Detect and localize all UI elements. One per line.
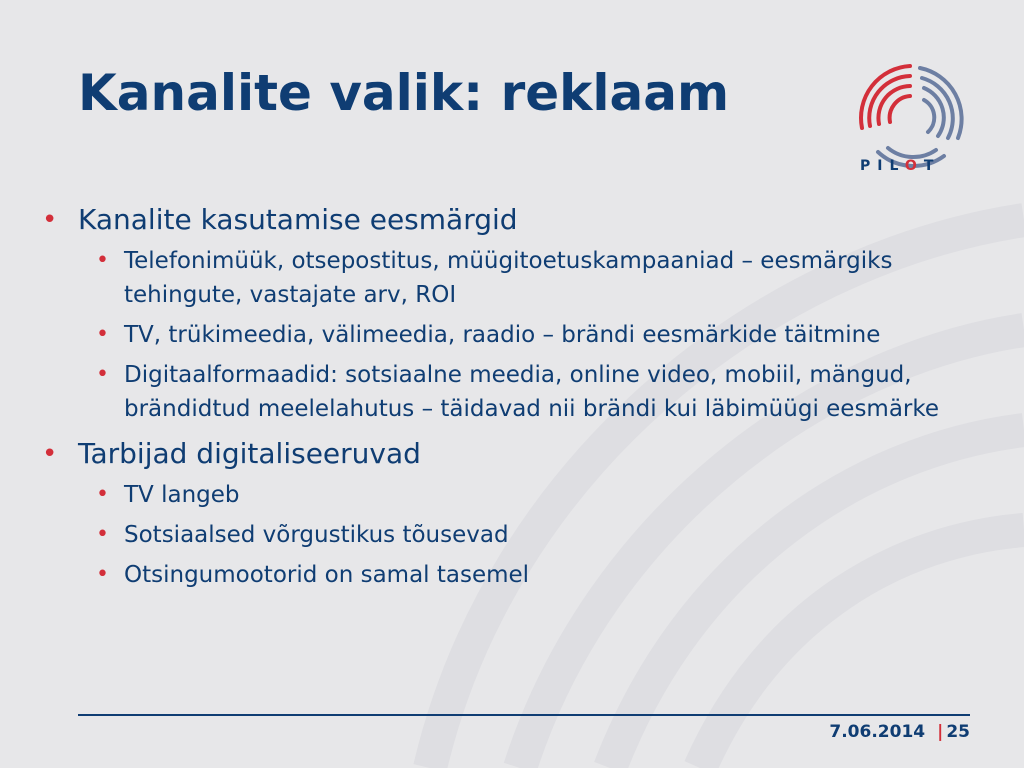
sub-bullet-list bbox=[42, 478, 982, 592]
sub-bullet-list bbox=[42, 244, 982, 426]
slide-title: Kanalite valik: reklaam bbox=[78, 64, 730, 122]
bullet-dot-icon: • bbox=[96, 562, 109, 587]
bullet-dot-icon: • bbox=[96, 522, 109, 547]
page-number: 25 bbox=[946, 722, 970, 742]
bullet-dot-icon: • bbox=[42, 205, 58, 235]
bullet-dot-icon: • bbox=[96, 362, 109, 387]
slide-footer bbox=[829, 722, 970, 742]
logo-wordmark: PILOT bbox=[860, 158, 941, 174]
footer-separator: | bbox=[937, 722, 944, 742]
sub-bullet-item: • Digitaalformaadid: sotsiaalne meedia, online video, mobiil, mängud, brändidtud meelelahutus – täidavad nii brändi kui läbimüügi eesmärke bbox=[42, 358, 982, 426]
footer-date: 7.06.2014 bbox=[829, 722, 926, 742]
bullet-dot-icon: • bbox=[42, 439, 58, 469]
sub-bullet-item: • Sotsiaalsed võrgustikus tõusevad bbox=[42, 518, 982, 552]
footer-divider bbox=[78, 714, 970, 716]
bullet-dot-icon: • bbox=[96, 482, 109, 507]
sub-bullet-item: • TV langeb bbox=[42, 478, 982, 512]
slide-content bbox=[42, 200, 982, 598]
bullet-dot-icon: • bbox=[96, 322, 109, 347]
bullet-item: • Tarbijad digitaliseeruvad bbox=[42, 434, 982, 474]
sub-bullet-item: • Otsingumootorid on samal tasemel bbox=[42, 558, 982, 592]
bullet-dot-icon: • bbox=[96, 248, 109, 273]
sub-bullet-item: • TV, trükimeedia, välimeedia, raadio – brändi eesmärkide täitmine bbox=[42, 318, 982, 352]
sub-bullet-item: • Telefonimüük, otsepostitus, müügitoetuskampaaniad – eesmärgiks tehingute, vastajate arv, ROI bbox=[42, 244, 982, 312]
bullet-item: • Kanalite kasutamise eesmärgid bbox=[42, 200, 982, 240]
